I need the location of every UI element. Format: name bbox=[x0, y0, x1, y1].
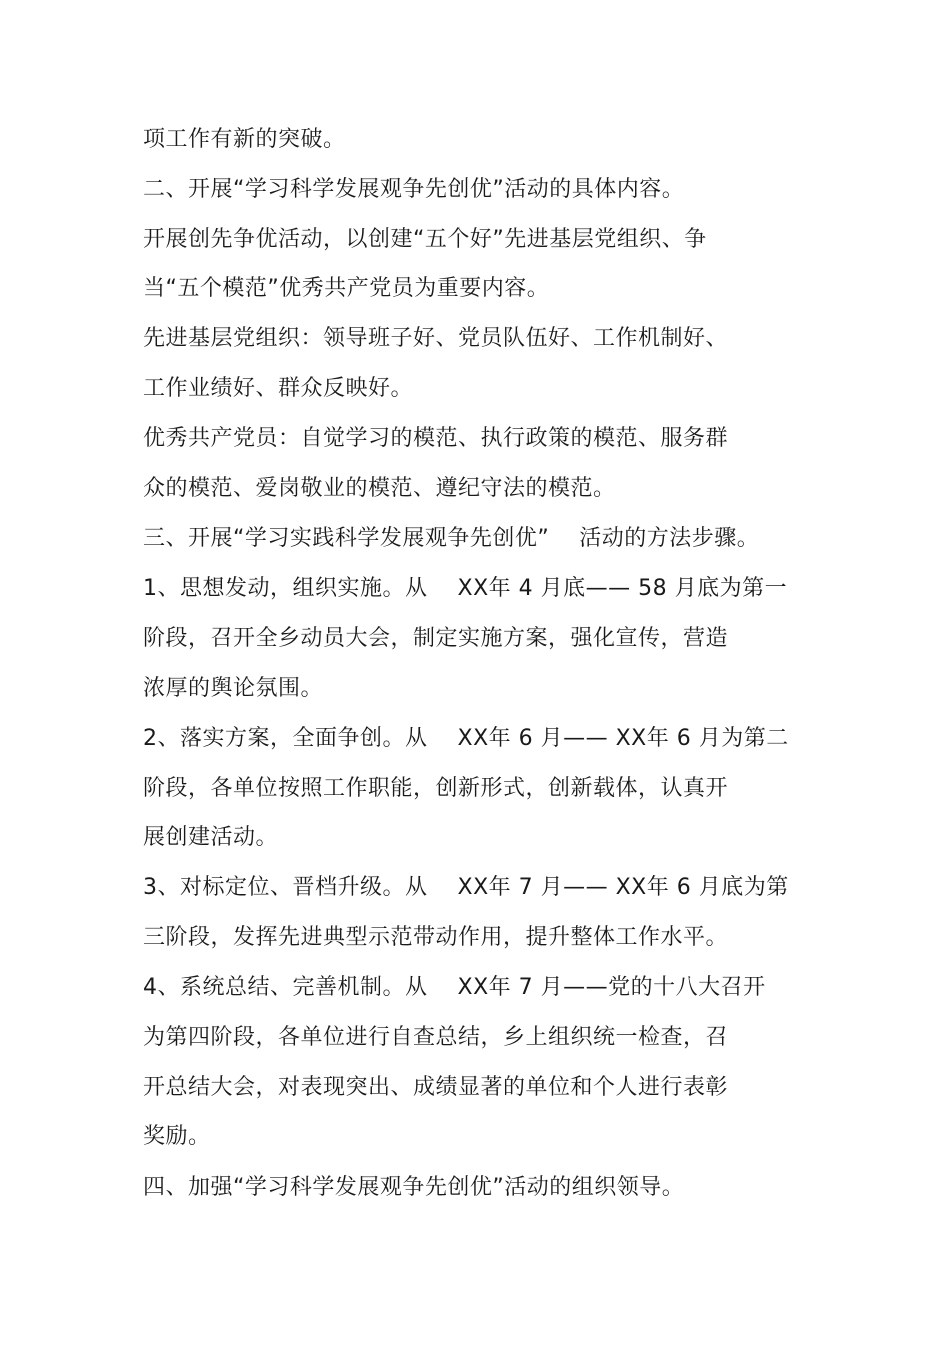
section-heading: 三、开展“学习实践科学发展观争先创优” 活动的方法步骤。 bbox=[143, 526, 760, 551]
section-heading: 四、加强“学习科学发展观争先创优”活动的组织领导。 bbox=[143, 1175, 685, 1200]
text-line: 4、系统总结、完善机制。从 XX年 7 月——党的十八大召开 bbox=[143, 975, 766, 1000]
text-line: 先进基层党组织：领导班子好、党员队伍好、工作机制好、 bbox=[143, 326, 729, 351]
text-line: 展创建活动。 bbox=[143, 825, 279, 850]
text-line: 阶段，各单位按照工作职能，创新形式，创新载体，认真开 bbox=[143, 776, 729, 801]
section-heading: 二、开展“学习科学发展观争先创优”活动的具体内容。 bbox=[143, 177, 685, 202]
text-line: 项工作有新的突破。 bbox=[143, 127, 346, 152]
text-line: 浓厚的舆论氛围。 bbox=[143, 676, 324, 701]
text-line: 众的模范、爱岗敬业的模范、遵纪守法的模范。 bbox=[143, 476, 616, 501]
text-line: 奖励。 bbox=[143, 1124, 211, 1149]
text-line: 阶段，召开全乡动员大会，制定实施方案，强化宣传，营造 bbox=[143, 626, 729, 651]
text-line: 开展创先争优活动，以创建“五个好”先进基层党组织、争 bbox=[143, 227, 707, 252]
text-line: 工作业绩好、群众反映好。 bbox=[143, 376, 414, 401]
text-line: 优秀共产党员：自觉学习的模范、执行政策的模范、服务群 bbox=[143, 426, 729, 451]
text-line: 三阶段，发挥先进典型示范带动作用，提升整体工作水平。 bbox=[143, 925, 729, 950]
text-line: 2、落实方案，全面争创。从 XX年 6 月—— XX年 6 月为第二 bbox=[143, 726, 789, 751]
text-line: 开总结大会，对表现突出、成绩显著的单位和个人进行表彰 bbox=[143, 1075, 729, 1100]
text-line: 1、思想发动，组织实施。从 XX年 4 月底—— 58 月底为第一 bbox=[143, 576, 788, 601]
text-line: 当“五个模范”优秀共产党员为重要内容。 bbox=[143, 276, 550, 301]
text-line: 为第四阶段，各单位进行自查总结，乡上组织统一检查，召 bbox=[143, 1025, 729, 1050]
text-line: 3、对标定位、晋档升级。从 XX年 7 月—— XX年 6 月底为第 bbox=[143, 875, 789, 900]
